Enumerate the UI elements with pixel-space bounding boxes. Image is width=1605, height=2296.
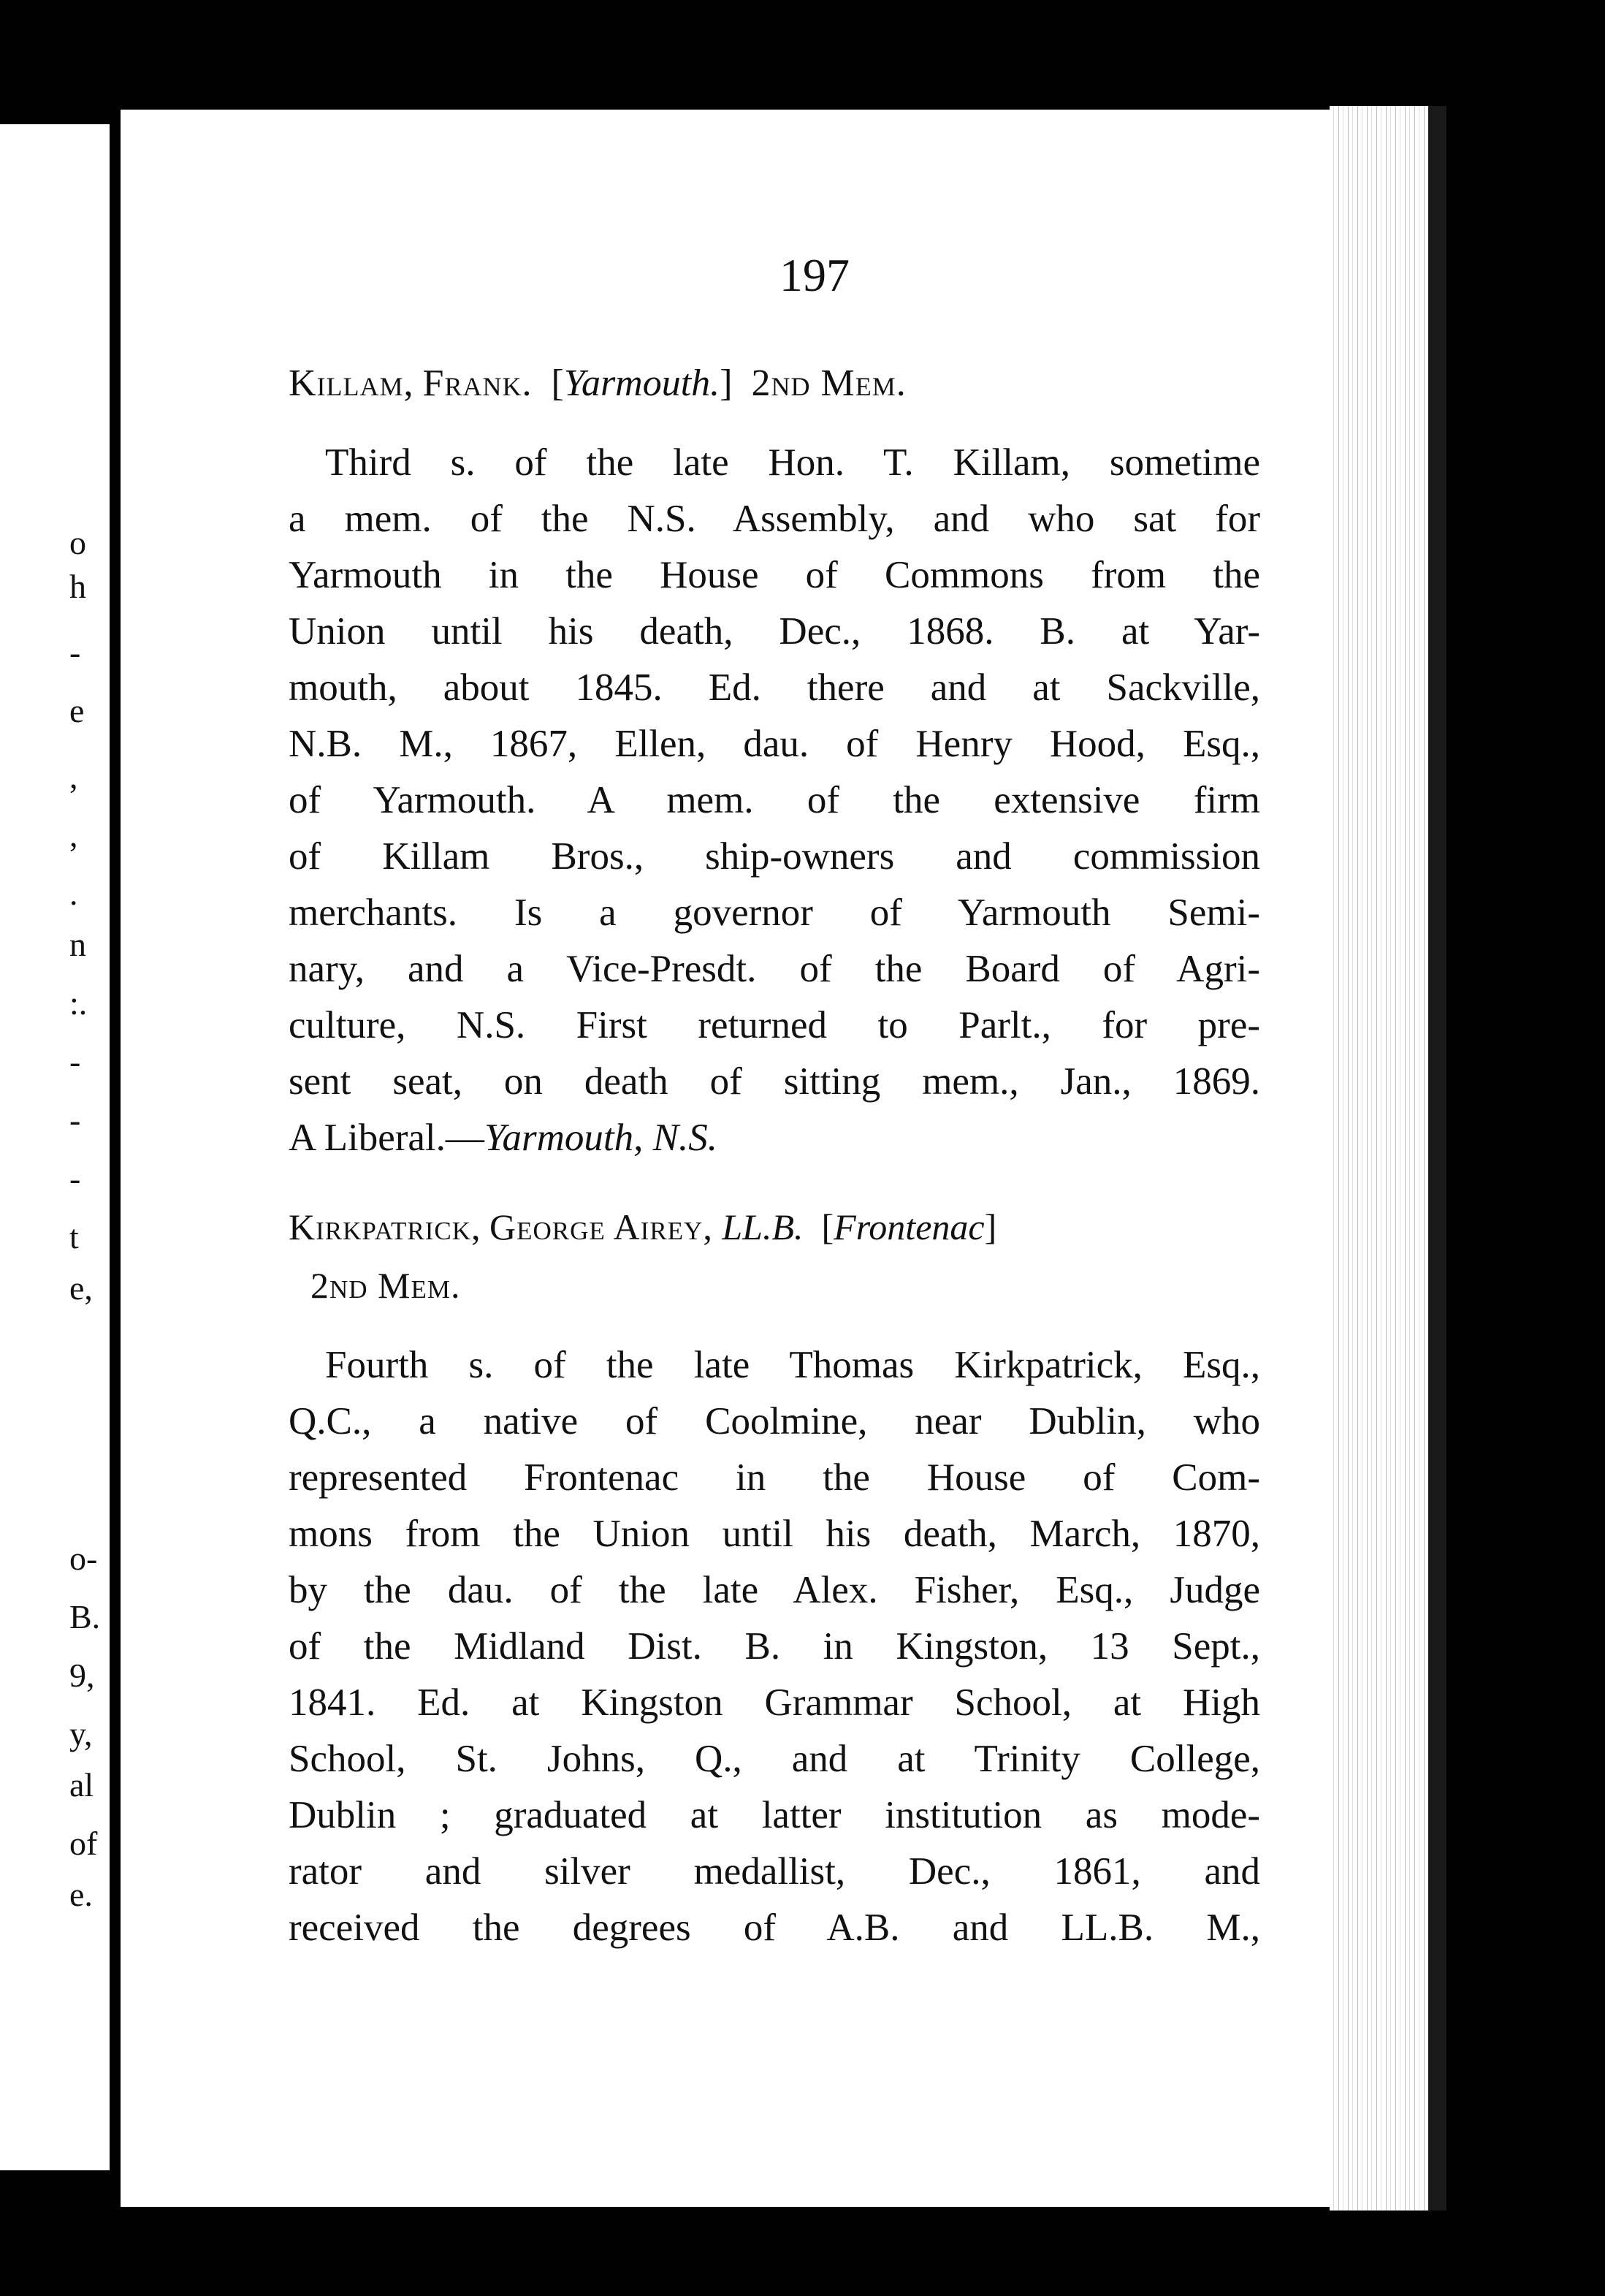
entry-given-name: George Airey, — [489, 1206, 713, 1247]
entry-heading-kirkpatrick: Kirkpatrick, George Airey, LL.B. [Frontenac] — [289, 1206, 997, 1247]
entry-address: Yarmouth, N.S. — [484, 1117, 717, 1159]
entry-constituency: Frontenac — [834, 1206, 985, 1247]
text-line: School, St. Johns, Q., and at Trinity College, — [289, 1738, 1260, 1780]
facing-page-fragment: e — [69, 692, 85, 729]
entry-surname: Killam — [289, 362, 404, 404]
facing-page-fragment: - — [69, 634, 81, 671]
facing-page-fragment: o — [69, 524, 86, 561]
entry-closing-line — [289, 1110, 1260, 1166]
facing-page-fragment: - — [69, 1160, 81, 1197]
facing-page-fragment: - — [69, 1043, 81, 1080]
facing-page-fragment: n — [69, 926, 86, 963]
book-cover-edge — [1428, 106, 1446, 2211]
page-number: 197 — [779, 249, 850, 301]
text-line: mons from the Union until his death, March, 1870, — [289, 1513, 1260, 1555]
entry-constituency: Yarmouth. — [563, 362, 720, 404]
text-line: Union until his death, Dec., 1868. B. at Yar- — [289, 610, 1260, 653]
text-line: mouth, about 1845. Ed. there and at Sackville, — [289, 666, 1260, 709]
text-line: merchants. Is a governor of Yarmouth Semi- — [289, 892, 1260, 934]
page-stack-edge — [1330, 106, 1439, 2211]
facing-page-fragment: e, — [69, 1269, 93, 1307]
text-line: Yarmouth in the House of Commons from the — [289, 554, 1260, 596]
book-page — [121, 110, 1436, 2207]
text-line: sent seat, on death of sitting mem., Jan., 1869. — [289, 1060, 1260, 1103]
facing-page-fragment: o- — [69, 1540, 98, 1577]
entry-body-killam — [289, 435, 1260, 1166]
text-line: of Killam Bros., ship-owners and commission — [289, 835, 1260, 878]
text-line: represented Frontenac in the House of Com- — [289, 1456, 1260, 1499]
text-line: Q.C., a native of Coolmine, near Dublin, who — [289, 1400, 1260, 1442]
entry-membership-line — [310, 1264, 1282, 1307]
text-line: culture, N.S. First returned to Parlt., for pre- — [289, 1004, 1260, 1046]
text-line: N.B. M., 1867, Ellen, dau. of Henry Hood, Esq., — [289, 723, 1260, 765]
entry-membership: 2nd Mem. — [310, 1265, 461, 1306]
facing-page-fragment: e. — [69, 1876, 93, 1913]
facing-page-fragment: h — [69, 568, 86, 605]
text-line: nary, and a Vice-Presdt. of the Board of Agri- — [289, 948, 1260, 990]
facing-page-fragment: t — [69, 1218, 79, 1255]
facing-page-fragment: al — [69, 1766, 94, 1803]
text-line: by the dau. of the late Alex. Fisher, Esq., Judge — [289, 1569, 1260, 1611]
text-line: Dublin ; graduated at latter institution as mode- — [289, 1794, 1260, 1836]
text-line: Third s. of the late Hon. T. Killam, sometime — [325, 441, 1260, 484]
facing-page-fragment: y, — [69, 1715, 93, 1752]
facing-page-fragment: , — [69, 758, 78, 795]
text-line: of the Midland Dist. B. in Kingston, 13 Sept., — [289, 1625, 1260, 1668]
facing-page-fragment: . — [69, 875, 78, 912]
facing-page-edge — [0, 124, 110, 2170]
text-line: a mem. of the N.S. Assembly, and who sat for — [289, 498, 1260, 540]
entry-body-kirkpatrick — [289, 1337, 1260, 1956]
entry-surname: Kirkpatrick — [289, 1206, 472, 1247]
entry-heading-killam: Killam, Frank. [Yarmouth.] 2nd Mem. — [289, 362, 907, 404]
text-line: received the degrees of A.B. and LL.B. M., — [289, 1907, 1260, 1949]
text-line: of Yarmouth. A mem. of the extensive firm — [289, 779, 1260, 821]
text-line: Fourth s. of the late Thomas Kirkpatrick, Esq., — [325, 1344, 1260, 1386]
facing-page-fragment: :. — [69, 984, 88, 1022]
facing-page-fragment: , — [69, 816, 78, 854]
facing-page-fragment: - — [69, 1101, 81, 1139]
facing-page-fragment: B. — [69, 1598, 101, 1635]
entry-degree: LL.B. — [722, 1206, 804, 1247]
facing-page-fragment: 9, — [69, 1657, 95, 1694]
facing-page-fragment: of — [69, 1825, 98, 1862]
text-line: rator and silver medallist, Dec., 1861, and — [289, 1850, 1260, 1893]
party-affiliation: A Liberal.— — [289, 1117, 484, 1159]
text-line: 1841. Ed. at Kingston Grammar School, at High — [289, 1681, 1260, 1724]
entry-given-name: Frank. — [422, 362, 533, 404]
entry-membership: 2nd Mem. — [751, 362, 907, 404]
